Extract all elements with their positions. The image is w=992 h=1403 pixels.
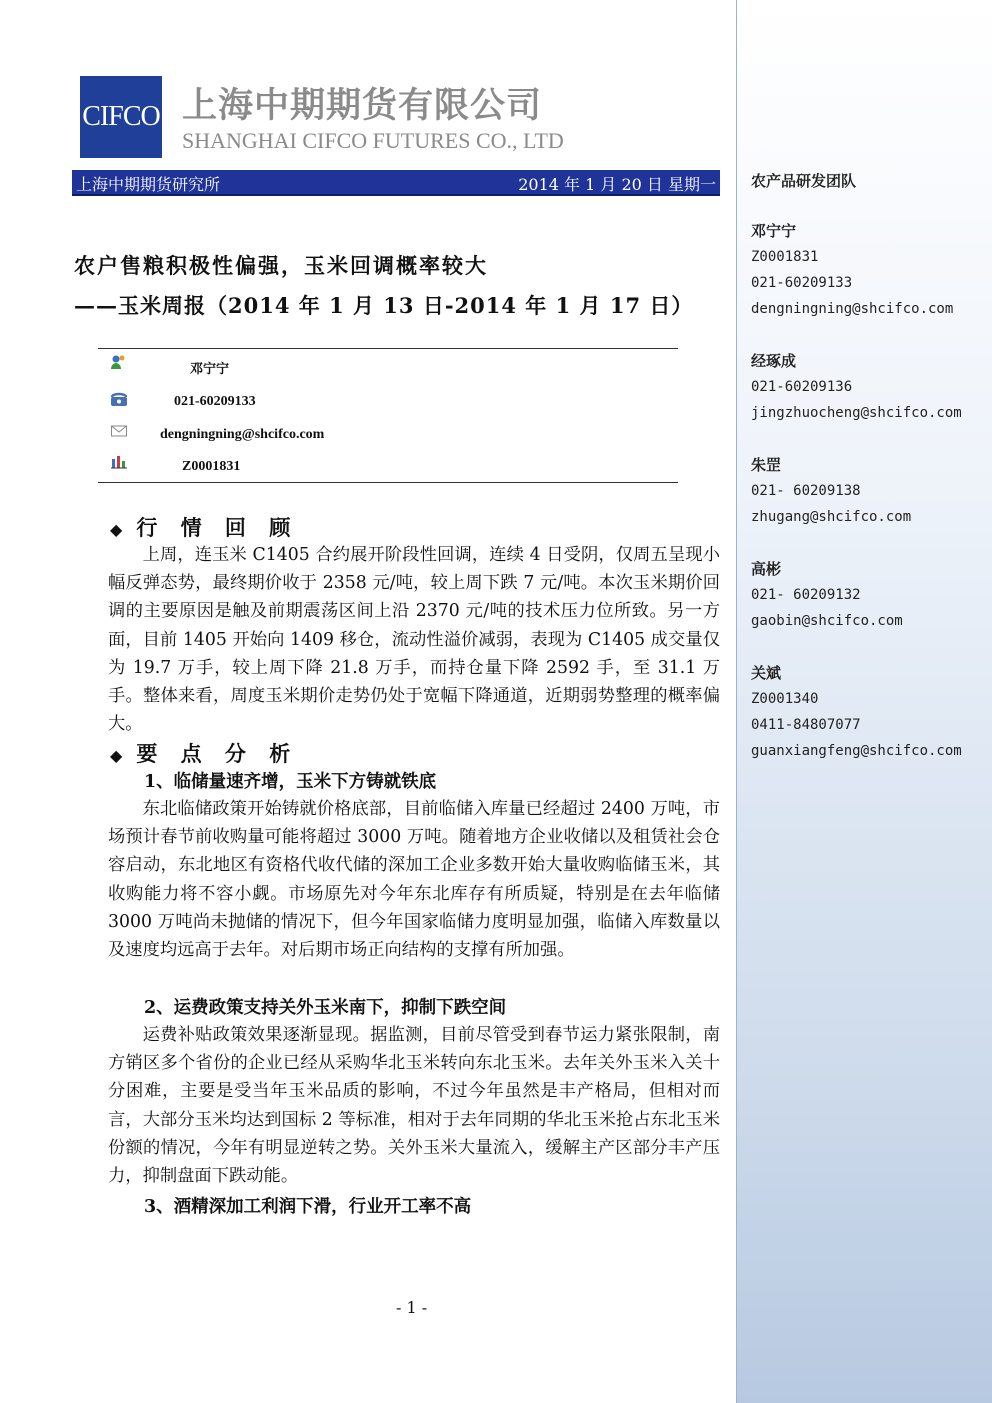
author-name: 邓宁宁 [190,362,230,377]
review-heading-text: 行 情 回 顾 [136,515,299,540]
contact-name: 关斌 [751,664,782,682]
contact-email[interactable]: zhugang@shcifco.com [751,509,912,525]
contact-line: 021-60209136 [751,379,853,395]
institute-name: 上海中期期货研究所 [76,175,221,194]
contact-card [751,348,962,426]
diamond-bullet-icon: ◆ [110,520,123,539]
contact-card [751,218,953,322]
company-name-cn: 上海中期期货有限公司 [182,86,543,126]
contact-card [751,452,911,530]
phone-icon [110,391,128,407]
cifco-logo-mark: CIFCO [80,76,162,158]
license-icon [110,453,128,469]
contact-line: 021- 60209138 [751,483,861,499]
report-subtitle: ——玉米周报（2014 年 1 月 13 日-2014 年 1 月 17 日） [74,293,694,318]
contact-name: 经琢成 [751,352,797,370]
author-email[interactable]: dengningning@shcifco.com [160,427,325,442]
contact-line: 021- 60209132 [751,587,861,603]
person-icon [110,354,128,370]
section-heading-analysis [110,738,298,768]
contact-name: 高彬 [751,560,782,578]
contact-name: 邓宁宁 [751,222,797,240]
contact-email[interactable]: gaobin@shcifco.com [751,613,903,629]
contact-card [751,556,903,634]
page-number: - 1 - [396,1298,428,1317]
report-date: 2014 年 1 月 20 日 星期一 [518,175,716,194]
contact-email[interactable]: guanxiangfeng@shcifco.com [751,743,962,759]
contact-line: 0411-84807077 [751,717,861,733]
header-bar [72,170,720,196]
point1-paragraph: 东北临储政策开始铸就价格底部，目前临储入库量已经超过 2400 万吨，市场预计春节前收购量可能将超过 3000 万吨。随着地方企业收储以及租赁社会仓容启动，东北地区有资格代收代储的深加工企业多数开始大量收购临储玉米，其收购能力将不容小觑。市场原先对今年东北库存有所质疑，特别是在去年临储 3000 万吨尚未抛储的情况下，但今年国家临储力度明显加强，临储入库数量以及速度均远高于去年。对后期市场正向结构的支撑有所加强。 [108,799,720,961]
contact-line: 021-60209133 [751,275,853,291]
diamond-bullet-icon: ◆ [110,746,123,765]
review-paragraph: 上周，连玉米 C1405 合约展开阶段性回调，连续 4 日受阴，仅周五呈现小幅反弹态势，最终期价收于 2358 元/吨，较上周下跌 7 元/吨。本次玉米期价回调的主要原因是触及前期震荡区间上沿 2370 元/吨的技术压力位所致。另一方面，目前 1405 开始向 1409 移仓，流动性溢价减弱，表现为 C1405 成交量仅为 19.7 万手，较上周下降 21.8 万手，而持仓量下降 2592 手，至 31.1 万手。整体来看，周度玉米期价走势仍处于宽幅下降通道，近期弱势整理的概率偏大。 [108,545,720,735]
contact-line: Z0001831 [751,249,819,265]
analysis-heading-text: 要 点 分 析 [136,741,299,766]
contact-line: Z0001340 [751,691,819,707]
contact-email[interactable]: dengningning@shcifco.com [751,301,954,317]
author-phone: 021-60209133 [174,394,256,409]
section-heading-review [110,512,298,542]
point2-title: 2、运费政策支持关外玉米南下，抑制下跌空间 [144,998,507,1018]
company-name-en: SHANGHAI CIFCO FUTURES CO., LTD [182,128,564,153]
email-icon [110,423,128,439]
point2-paragraph: 运费补贴政策效果逐渐显现。据监测，目前尽管受到春节运力紧张限制，南方销区多个省份的企业已经从采购华北玉米转向东北玉米。去年关外玉米入关十分困难，主要是受当年玉米品质的影响，不过今年虽然是丰产格局，但相对而言，大部分玉米均达到国标 2 等标准，相对于去年同期的华北玉米抢占东北玉米份额的情况，今年有明显逆转之势。关外玉米大量流入，缓解主产区部分丰产压力，抑制盘面下跌动能。 [108,1025,720,1187]
contact-email[interactable]: jingzhuocheng@shcifco.com [751,405,962,421]
report-title: 农户售粮积极性偏强，玉米回调概率较大 [74,253,488,278]
point1-title: 1、临储量速齐增，玉米下方铸就铁底 [144,772,437,792]
author-license: Z0001831 [182,459,241,474]
point3-title: 3、酒精深加工利润下滑，行业开工率不高 [144,1197,472,1217]
contact-card [751,660,962,764]
author-info-table [98,348,678,483]
team-title: 农产品研发团队 [751,172,857,190]
contact-sidebar [736,0,992,1403]
contact-name: 朱罡 [751,456,782,474]
